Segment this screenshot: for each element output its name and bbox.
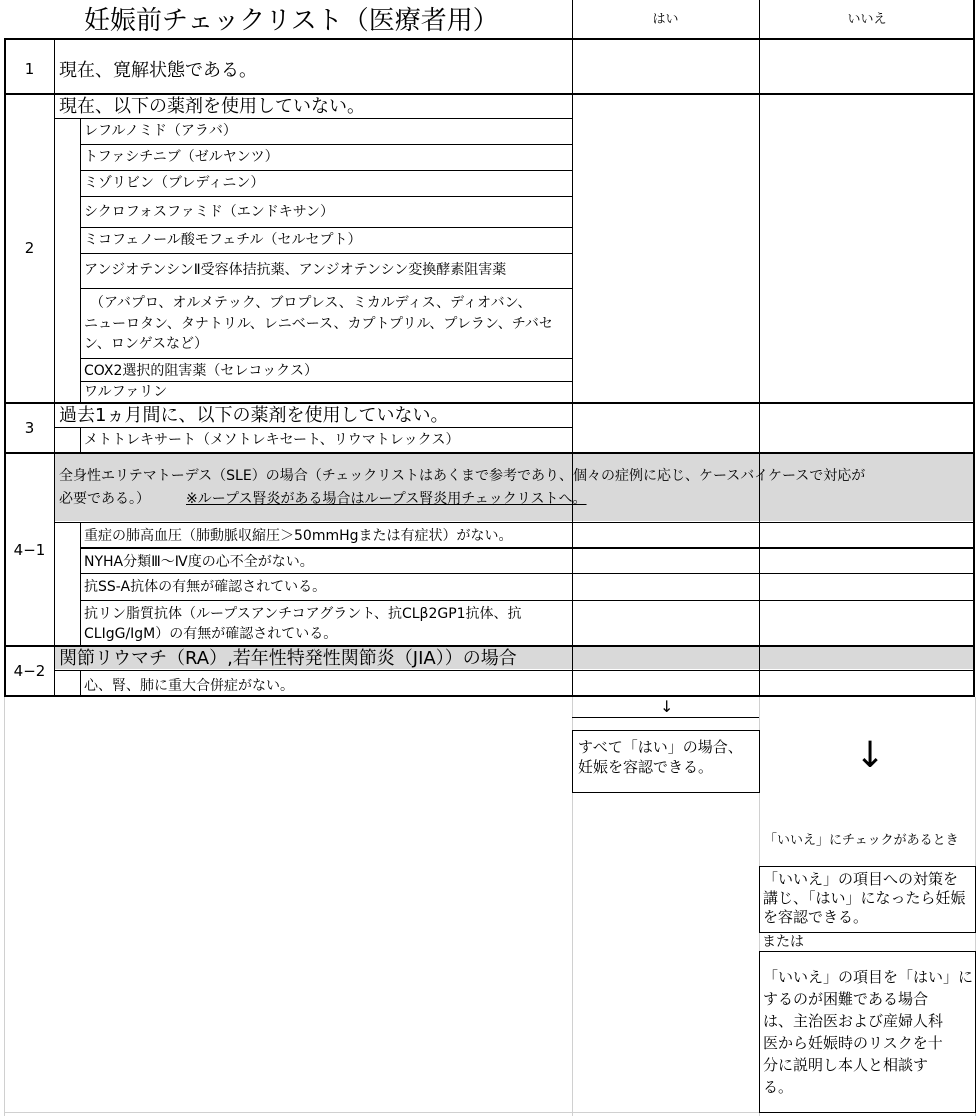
row3-heading: 過去1ヵ月間に、以下の薬剤を使用していない。 [59, 405, 449, 426]
drug-item: ニューロタン、タナトリル、レニベース、カプトプリル、プレラン、チバセ [84, 316, 553, 332]
answer-no-4-1a[interactable] [760, 524, 975, 545]
table-border [55, 670, 975, 671]
drug-item: レフルノミド（アラバ） [84, 123, 237, 139]
no-result-line: 医から妊娠時のリスクを十 [763, 1034, 943, 1052]
or-text: または [762, 934, 804, 950]
answer-no-2[interactable] [760, 94, 975, 402]
no-result-line: 「いいえ」の項目への対策を [763, 870, 959, 888]
row-number-1: 1 [24, 60, 35, 78]
table-border [80, 600, 975, 601]
table-border [80, 522, 81, 646]
table-border [4, 402, 975, 404]
table-border [80, 288, 572, 289]
table-border [80, 118, 81, 402]
answer-yes-4-1a[interactable] [573, 524, 759, 545]
page-title: 妊娠前チェックリスト（医療者用） [84, 6, 499, 36]
table-border [80, 144, 572, 145]
row-number-4-2: 4−2 [13, 662, 46, 680]
table-border [4, 38, 6, 697]
answer-yes-2[interactable] [573, 94, 759, 402]
table-border [55, 427, 572, 428]
yes-result-box [572, 730, 760, 793]
table-border [80, 253, 572, 254]
flow-divider [572, 717, 759, 718]
no-result-line: 分に説明し本人と相談す [763, 1056, 929, 1074]
answer-yes-4-1c[interactable] [573, 574, 759, 599]
arrow-down-large-icon: ↓ [855, 735, 886, 776]
sle-heading-line1: 全身性エリテマトーデス（SLE）の場合（チェックリストはあくまで参考であり、個々の症例に応じ、ケースバイケースで対応が [59, 468, 866, 484]
table-border [80, 670, 81, 696]
table-border [572, 0, 573, 697]
table-border [55, 118, 572, 119]
row-number-4-1: 4−1 [13, 541, 46, 559]
no-result-line: る。 [763, 1078, 794, 1096]
answer-no-4-2[interactable] [760, 671, 975, 696]
lupus-nephritis-link[interactable]: ※ループス腎炎がある場合はループス腎炎用チェックリストへ。 [186, 491, 587, 507]
check-item: CLIgG/IgM）の有無が確認されている。 [84, 626, 338, 642]
check-item: 重症の肺高血圧（肺動脈収縮圧＞50mmHgまたは有症状）がない。 [84, 528, 513, 544]
ra-heading: 関節リウマチ（RA）,若年性特発性関節炎（JIA））の場合 [59, 648, 517, 669]
answer-yes-4-1d[interactable] [573, 601, 759, 645]
answer-no-4-1c[interactable] [760, 574, 975, 599]
table-border [80, 547, 975, 549]
table-border [80, 381, 572, 382]
no-result-line: するのが困難である場合 [763, 990, 929, 1008]
table-border [80, 427, 81, 452]
answer-yes-4-1b[interactable] [573, 549, 759, 573]
table-border [4, 38, 975, 40]
drug-item: ン、ロンゲスなど） [84, 336, 209, 352]
answer-no-1[interactable] [760, 40, 975, 93]
no-result-line: 講じ、「はい」になったら妊娠 [763, 889, 966, 907]
row2-heading: 現在、以下の薬剤を使用していない。 [59, 96, 365, 117]
table-border [54, 38, 55, 697]
no-result-line: 「いいえ」の項目を「はい」に [763, 968, 974, 986]
drug-item: ワルファリン [84, 384, 168, 400]
column-header-yes: はい [652, 12, 679, 27]
answer-yes-3[interactable] [573, 403, 759, 452]
table-border [80, 227, 572, 228]
no-result-box-1 [759, 866, 976, 933]
answer-no-4-1d[interactable] [760, 601, 975, 645]
table-border [4, 93, 975, 95]
no-result-line: は、主治医および産婦人科 [763, 1012, 944, 1030]
drug-item: ミコフェノール酸モフェチル（セルセプト） [84, 232, 362, 248]
table-border [4, 452, 975, 454]
drug-item: シクロフォスファミド（エンドキサン） [84, 204, 335, 220]
no-result-line: を容認できる。 [763, 908, 869, 926]
sle-heading-line2: 必要である。） [59, 491, 150, 507]
drug-item: （アバプロ、オルメテック、ブロプレス、ミカルディス、ディオバン、 [90, 295, 532, 311]
row-number-3: 3 [24, 419, 35, 437]
drug-item: ミゾリビン（ブレディニン） [84, 175, 265, 191]
table-border [4, 645, 975, 647]
row1-text: 現在、寛解状態である。 [59, 60, 257, 81]
check-item: 心、腎、肺に重大合併症がない。 [84, 678, 294, 694]
table-border [80, 196, 572, 197]
check-item: NYHA分類Ⅲ～Ⅳ度の心不全がない。 [84, 554, 314, 570]
table-border [80, 170, 572, 171]
table-border [80, 573, 975, 574]
answer-yes-1[interactable] [573, 40, 759, 93]
grid-line [4, 697, 5, 1116]
table-border [55, 522, 975, 523]
column-header-no: いいえ [847, 12, 887, 27]
drug-item: COX2選択的阻害薬（セレコックス） [84, 363, 318, 379]
table-border [4, 695, 975, 697]
check-item: 抗リン脂質抗体（ループスアンチコアグラント、抗CLβ2GP1抗体、抗 [84, 606, 522, 622]
drug-item: トファシチニブ（ゼルヤンツ） [84, 149, 279, 165]
table-border [973, 0, 975, 697]
row-number-2: 2 [24, 239, 35, 257]
sle-heading-bg [55, 453, 975, 521]
no-result-box-2 [759, 951, 976, 1113]
yes-result-line: すべて「はい」の場合、 [578, 738, 743, 756]
table-border [80, 358, 572, 359]
arrow-down-small-icon: ↓ [660, 697, 674, 716]
answer-yes-4-2[interactable] [573, 671, 759, 696]
no-result-heading: 「いいえ」にチェックがあるとき [764, 833, 959, 848]
check-item: 抗SS-A抗体の有無が確認されている。 [84, 579, 327, 595]
yes-result-line: 妊娠を容認できる。 [578, 758, 714, 776]
answer-no-3[interactable] [760, 403, 975, 452]
drug-item: アンジオテンシンⅡ受容体拮抗薬、アンジオテンシン変換酵素阻害薬 [84, 262, 507, 278]
answer-no-4-1b[interactable] [760, 549, 975, 573]
drug-item: メトトレキサート（メソトレキセート、リウマトレックス） [84, 432, 460, 448]
table-border [759, 0, 760, 697]
